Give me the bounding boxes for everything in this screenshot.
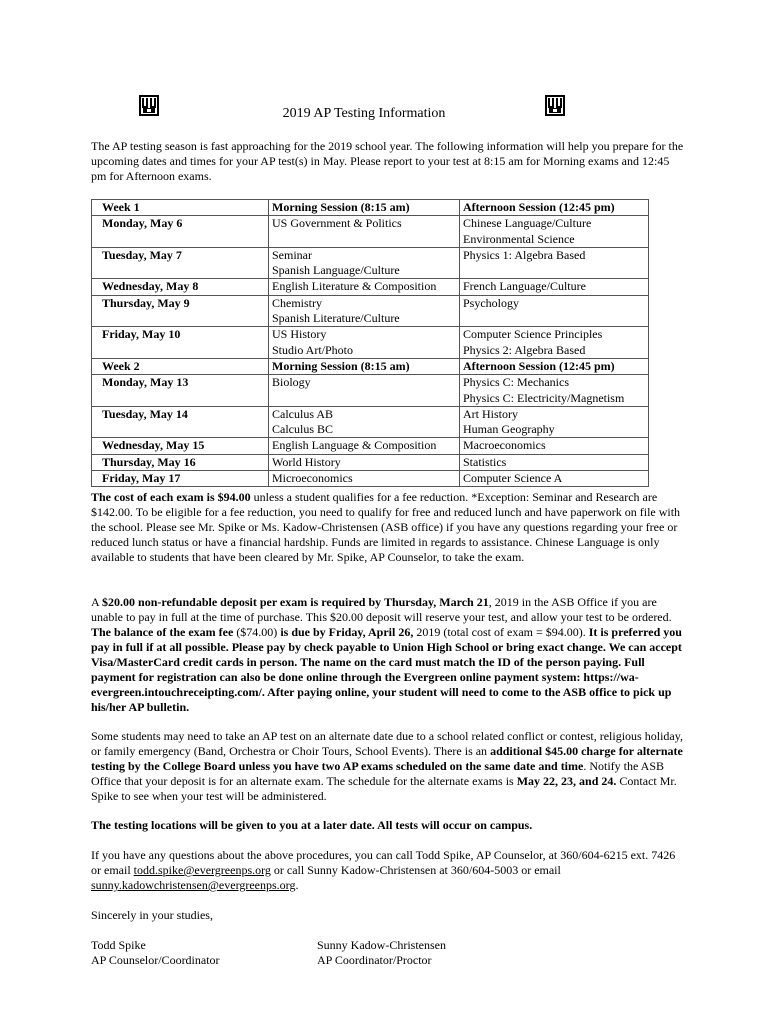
exam-name: Physics C: Electricity/Magnetism: [463, 390, 625, 405]
exam-name: Seminar: [272, 247, 312, 262]
exam-day: Friday, May 10: [92, 327, 269, 359]
signature-title: AP Coordinator/Proctor: [317, 953, 432, 967]
exam-day: Wednesday, May 8: [92, 279, 269, 295]
afternoon-session-header: Afternoon Session (12:45 pm): [460, 358, 649, 374]
schedule-day-row: [92, 438, 649, 454]
exam-name: Environmental Science: [463, 231, 575, 246]
afternoon-exams: [460, 247, 649, 279]
intro-paragraph: The AP testing season is fast approaching for the 2019 school year. The following information will help you prepare for the upcoming dates and times for your AP test(s) in May. Please report to your test at 8:15 am for Morning exams and 12:45 pm for Afternoon exams.: [91, 139, 684, 183]
exam-name: [463, 263, 645, 278]
schedule-week-header-row: [92, 358, 649, 374]
exam-name: Psychology: [463, 295, 520, 310]
exam-name: English Literature & Composition: [272, 279, 437, 294]
afternoon-exams: [460, 216, 649, 248]
exam-day: Monday, May 6: [92, 216, 269, 248]
exam-name: Computer Science A: [463, 471, 563, 486]
exam-name: Macroeconomics: [463, 438, 546, 453]
exam-name: Physics 1: Algebra Based: [463, 247, 586, 262]
alternate-testing-paragraph: Some students may need to take an AP test on an alternate date due to a school related conflict or contest, religious holiday, or family emergency (Band, Orchestra or Choir Tours, School Events). There is an additional $45.00 charge for alternate testing by the College Board unless you have two AP exams scheduled on the same date and time. Notify the ASB Office that your deposit is for an alternate exam. The schedule for the alternate exams is May 22, 23, and 24. Contact Mr. Spike to see when your test will be administered.: [91, 729, 683, 803]
exam-day: Monday, May 13: [92, 375, 269, 407]
exam-day: Friday, May 17: [92, 471, 269, 487]
schedule-day-row: [92, 375, 649, 407]
exam-day: Thursday, May 16: [92, 454, 269, 470]
schedule-day-row: [92, 406, 649, 438]
afternoon-exams: [460, 406, 649, 438]
morning-exams: [269, 454, 460, 470]
morning-session-header: Morning Session (8:15 am): [269, 358, 460, 374]
afternoon-session-header: Afternoon Session (12:45 pm): [460, 200, 649, 216]
testing-locations-note: The testing locations will be given to you at a later date. All tests will occur on campus.: [91, 818, 533, 832]
signature-sunny-kadow-christensen: [317, 938, 446, 968]
exam-name: Computer Science Principles: [463, 327, 603, 342]
signature-title: AP Counselor/Coordinator: [91, 953, 220, 967]
afternoon-exams: [460, 454, 649, 470]
schedule-day-row: [92, 216, 649, 248]
exam-name: Studio Art/Photo: [272, 342, 354, 357]
morning-exams: [269, 438, 460, 454]
exam-name: English Language & Composition: [272, 438, 437, 453]
afternoon-exams: [460, 438, 649, 454]
exam-day: Thursday, May 9: [92, 295, 269, 327]
exam-name: [463, 311, 645, 326]
exam-name: US History: [272, 327, 327, 342]
afternoon-exams: [460, 279, 649, 295]
cost-paragraph: The cost of each exam is $94.00 unless a student qualifies for a fee reduction. *Exception: Seminar and Research are $142.00. To be eligible for a fee reduction, you need to qualify for free and reduced lunch and have paperwork on file with the school. Please see Mr. Spike or Ms. Kadow-Christensen (ASB office) if you have any questions regarding your free or reduced lunch status or have a financial hardship. Funds are limited in regards to assistance. Chinese Language is only available to students that have been cleared by Mr. Spike, AP Counselor, to take the exam.: [91, 490, 681, 564]
exam-name: Human Geography: [463, 422, 555, 437]
exam-name: Biology: [272, 375, 311, 390]
page-title: 2019 AP Testing Information: [282, 106, 446, 121]
signature-name: Sunny Kadow-Christensen: [317, 938, 446, 952]
morning-exams: [269, 216, 460, 248]
exam-name: Chemistry: [272, 295, 322, 310]
exam-day: Wednesday, May 15: [92, 438, 269, 454]
morning-exams: [269, 375, 460, 407]
email-link-sunny-kadow-christensen[interactable]: sunny.kadowchristensen@evergreenps.org: [91, 878, 296, 892]
afternoon-exams: [460, 471, 649, 487]
signature-todd-spike: [91, 938, 220, 968]
exam-name: World History: [272, 454, 341, 469]
afternoon-exams: [460, 327, 649, 359]
exam-name: Statistics: [463, 454, 507, 469]
exam-name: Microeconomics: [272, 471, 353, 486]
schedule-week-header-row: [92, 200, 649, 216]
morning-session-header: Morning Session (8:15 am): [269, 200, 460, 216]
morning-exams: [269, 279, 460, 295]
exam-day: Tuesday, May 7: [92, 247, 269, 279]
schedule-day-row: [92, 454, 649, 470]
exam-schedule-table: [91, 199, 649, 487]
deposit-paragraph: A $20.00 non-refundable deposit per exam is required by Thursday, March 21, 2019 in the ASB Office if you are unable to pay in full at the time of purchase. This $20.00 deposit will reserve your test, and allow your test to be ordered. The balance of the exam fee ($74.00) is due by Friday, April 26, 2019 (total cost of exam = $94.00). It is preferred you pay in full if at all possible. Please pay by check payable to Union High School or bring exact change. We can accept Visa/MasterCard credit cards in person. The name on the card must match the ID of the person paying. Full payment for registration can also be done online through the Evergreen online payment system: https://wa-evergreen.intouchreceipting.com/. After paying online, your student will need to come to the ASB office to pick up his/her AP bulletin.: [91, 595, 682, 714]
morning-exams: [269, 406, 460, 438]
email-link-todd-spike[interactable]: todd.spike@evergreenps.org: [133, 863, 271, 877]
exam-name: Chinese Language/Culture: [463, 216, 592, 231]
exam-name: Spanish Language/Culture: [272, 263, 400, 278]
exam-name: [272, 391, 456, 406]
morning-exams: [269, 471, 460, 487]
afternoon-exams: [460, 295, 649, 327]
morning-exams: [269, 327, 460, 359]
exam-day: Tuesday, May 14: [92, 406, 269, 438]
exam-name: Calculus BC: [272, 422, 334, 437]
schedule-day-row: [92, 327, 649, 359]
exam-name: Physics C: Mechanics: [463, 375, 569, 390]
week-label: Week 2: [92, 358, 269, 374]
exam-name: Spanish Literature/Culture: [272, 311, 400, 326]
morning-exams: [269, 247, 460, 279]
exam-name: Art History: [463, 406, 518, 421]
exam-name: Physics 2: Algebra Based: [463, 342, 586, 357]
questions-paragraph: If you have any questions about the above procedures, you can call Todd Spike, AP Counselor, at 360/604-6215 ext. 7426 or email todd.spike@evergreenps.org or call Sunny Kadow-Christensen at 360/604-5003 or email sunny.kadowchristensen@evergreenps.org.: [91, 848, 676, 892]
morning-exams: [269, 295, 460, 327]
week-label: Week 1: [92, 200, 269, 216]
schedule-day-row: [92, 247, 649, 279]
afternoon-exams: [460, 375, 649, 407]
schedule-day-row: [92, 471, 649, 487]
schedule-day-row: [92, 295, 649, 327]
closing-line: Sincerely in your studies,: [91, 908, 213, 922]
signature-name: Todd Spike: [91, 938, 146, 952]
exam-name: US Government & Politics: [272, 216, 402, 231]
schedule-day-row: [92, 279, 649, 295]
exam-name: Calculus AB: [272, 406, 334, 421]
exam-name: French Language/Culture: [463, 279, 586, 294]
exam-name: [272, 232, 456, 247]
